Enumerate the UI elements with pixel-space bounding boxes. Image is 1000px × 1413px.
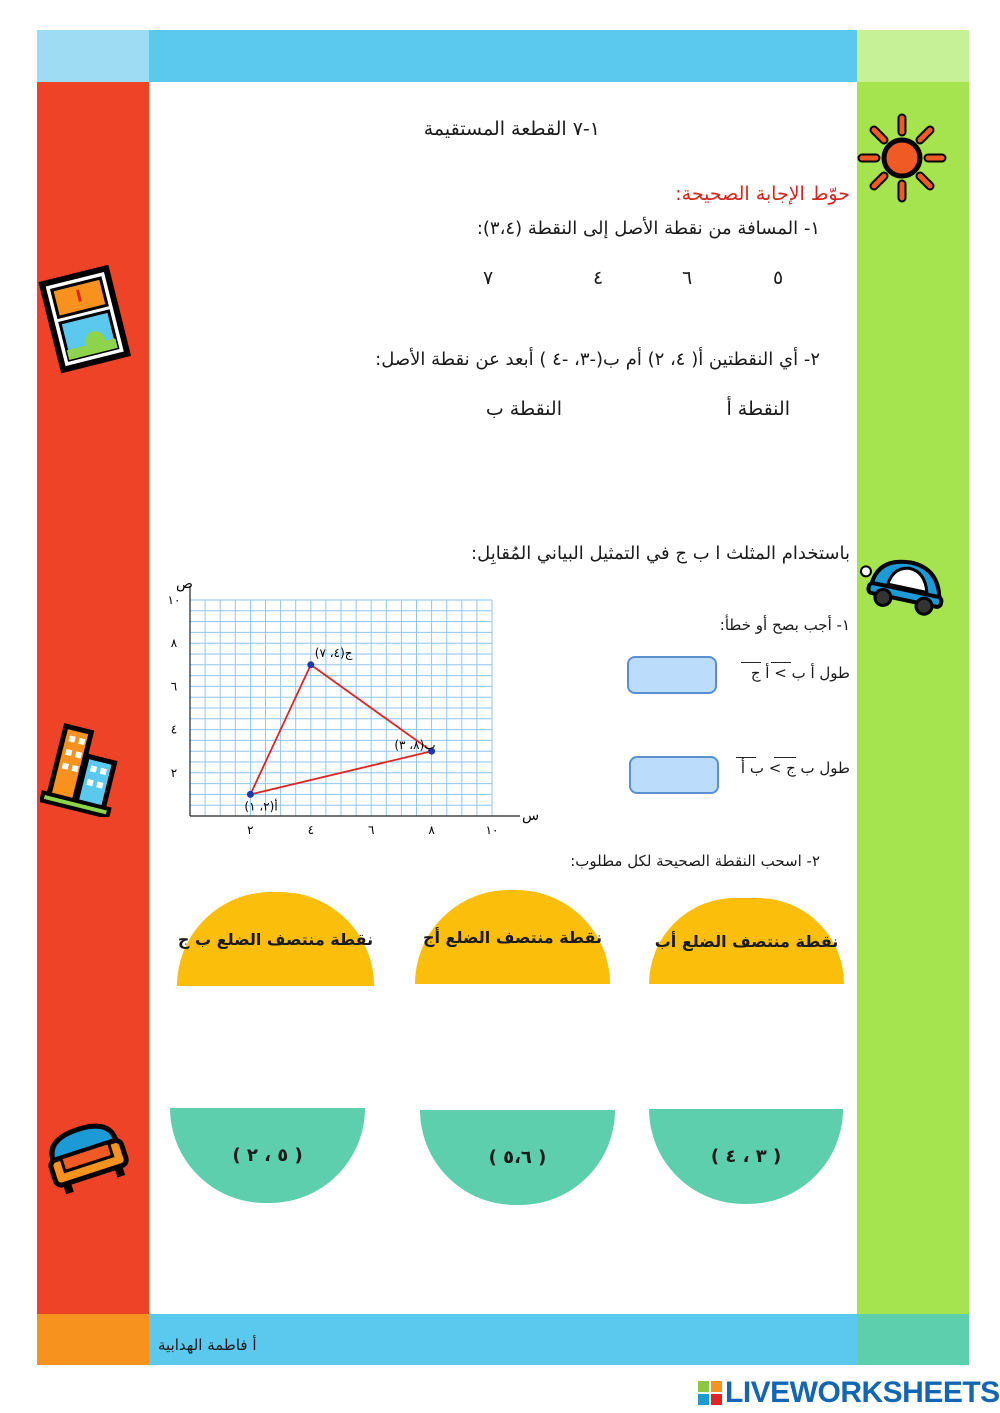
q2-option-a[interactable]: النقطة أ (726, 398, 790, 420)
y-tick-label: ٢ (170, 765, 178, 780)
y-tick-label: ٤ (170, 722, 178, 737)
draggable-point-1-text: ( ٣ ، ٤ ) (710, 1146, 782, 1167)
x-tick-label: ٨ (428, 823, 435, 837)
top-bar-left (37, 30, 149, 82)
statement-2-text: طول ب ج > ب أ (740, 759, 850, 777)
q1-option-4[interactable]: ٧ (483, 267, 494, 289)
label-midpoint-ab (649, 898, 844, 984)
label-midpoint-bj-text: نقطة منتصف الضلع ب ج (177, 929, 374, 949)
section2-intro: باستخدام المثلث ا ب ج في التمثيل البياني المُقابِل: (471, 543, 850, 564)
statement-1-text: طول أ ب > أ ج (750, 664, 850, 682)
instruction-text: حوّط الإجابة الصحيحة: (675, 183, 850, 205)
car-icon (858, 550, 953, 620)
liveworksheets-logo-icon (697, 1380, 723, 1406)
vertex-label-ج: ج(٤، ٧) (314, 645, 353, 660)
statement-2 (730, 759, 850, 785)
answer-box-1[interactable] (627, 656, 717, 694)
bottom-bar-right (857, 1314, 969, 1365)
y-tick-label: ٦ (170, 679, 178, 694)
vertex-label-أ: أ(٢، ١) (244, 799, 278, 814)
top-bar-right (857, 30, 969, 82)
vertex-point-أ (247, 791, 254, 798)
page-title: ١-٧ القطعة المستقيمة (423, 118, 600, 140)
x-axis-label: س (522, 808, 540, 824)
author-footer: أ فاطمة الهدابية (158, 1336, 257, 1354)
overline-ab (771, 662, 791, 663)
statement-1 (735, 664, 850, 690)
draggable-point-3[interactable] (170, 1108, 365, 1203)
x-tick-label: ١٠ (485, 823, 499, 837)
y-tick-label: ١٠ (167, 593, 181, 607)
x-tick-label: ٤ (307, 823, 315, 837)
vertex-point-ج (307, 661, 314, 668)
draggable-point-2[interactable] (420, 1110, 615, 1205)
vertex-label-ب: ب(٨، ٣) (394, 738, 436, 753)
label-midpoint-bj (177, 892, 374, 986)
overline-bj (774, 757, 796, 758)
answer-box-2[interactable] (629, 756, 719, 794)
sun-icon (855, 110, 950, 205)
q1-option-3[interactable]: ٤ (593, 267, 604, 289)
overline-ba (736, 757, 756, 758)
liveworksheets-wordmark: LIVEWORKSHEETS (725, 1376, 1000, 1409)
draggable-point-3-text: ( ٥ ، ٢ ) (232, 1145, 303, 1166)
label-midpoint-aj-text: نقطة منتصف الضلع أج (422, 927, 603, 947)
triangle-grid-chart (150, 570, 550, 840)
drag-prompt: ٢- اسحب النقطة الصحيحة لكل مطلوب: (570, 852, 820, 870)
true-false-prompt: ١- أجب بصح أو خطأ: (719, 616, 850, 634)
label-midpoint-aj (415, 890, 610, 984)
x-tick-label: ٦ (367, 823, 375, 837)
bottom-bar-left (37, 1314, 149, 1365)
label-midpoint-ab-text: نقطة منتصف الضلع أب (654, 931, 839, 951)
y-axis-label: ص (176, 576, 193, 592)
right-band (857, 82, 969, 1314)
liveworksheets-logo (697, 1376, 1000, 1410)
question-2: ٢- أي النقطتين أ( ٤، ٢) أم ب(-٣، -٤ ) أبعد عن نقطة الأصل: (375, 349, 820, 370)
draggable-point-2-text: ( ٥،٦ ) (488, 1147, 547, 1168)
question-1: ١- المسافة من نقطة الأصل إلى النقطة (٣،٤): (476, 218, 820, 239)
window-icon (38, 265, 133, 375)
sofa-icon (42, 1120, 132, 1195)
q1-option-2[interactable]: ٦ (682, 267, 693, 289)
overline-aj (741, 662, 761, 663)
buildings-icon (40, 722, 130, 817)
q1-option-1[interactable]: ٥ (773, 267, 784, 289)
x-tick-label: ٢ (247, 823, 254, 837)
top-bar (149, 30, 857, 82)
y-tick-label: ٨ (170, 636, 178, 651)
q2-option-b[interactable]: النقطة ب (485, 398, 562, 420)
draggable-point-1[interactable] (649, 1109, 843, 1204)
